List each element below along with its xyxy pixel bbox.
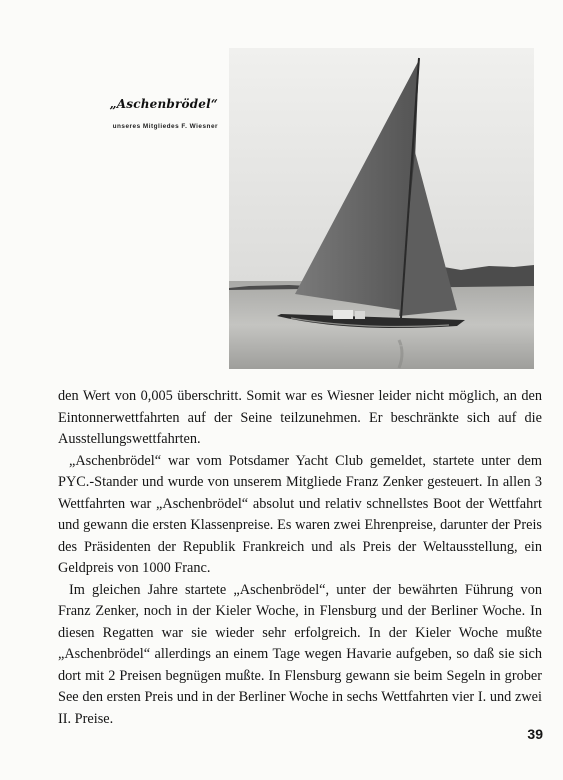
photo-caption-title: „Aschenbrödel“: [109, 97, 218, 111]
paragraph: „Aschenbrödel“ war vom Potsdamer Yacht Club gemeldet, startete unter dem PYC.-Stander und wurde von unserem Mitgliede Franz Zenker gesteuert. In allen 3 Wettfahrten war „Aschenbrödel“ absolut und relativ schnellstes Boot der Wettfahrt und gewann die ersten Klassenpreise. Es waren zwei Ehrenpreise, darunter der Preis des Präsidenten der Republik Frankreich und als Preis der Weltausstellung, ein Geldpreis von 1000 Franc.: [58, 452, 542, 576]
article-body: [58, 386, 542, 730]
page-number: 39: [527, 726, 543, 742]
photo-caption-subtitle: unseres Mitgliedes F. Wiesner: [112, 123, 218, 130]
sailboat-photo: [229, 48, 534, 369]
paragraph: den Wert von 0,005 überschritt. Somit war es Wiesner leider nicht möglich, an den Eintonnerwettfahrten auf der Seine teilzunehmen. Er beschränkte sich auf die Ausstellungswettfahrten.: [58, 388, 542, 447]
paragraph: Im gleichen Jahre startete „Aschenbrödel“, unter der bewährten Führung von Franz Zenker, noch in der Kieler Woche, in Flensburg und der Berliner Woche. In diesen Regatten war sie wieder sehr erfolgreich. In der Kieler Woche mußte „Aschenbrödel“ allerdings an einem Tage wegen Havarie aufgeben, so daß sie sich dort mit 2 Preisen begnügen mußte. In Flensburg gewann sie beim Segeln in grober See den ersten Preis und in der Berliner Woche in sechs Wettfahrten vier I. und zwei II. Preise.: [58, 581, 542, 727]
